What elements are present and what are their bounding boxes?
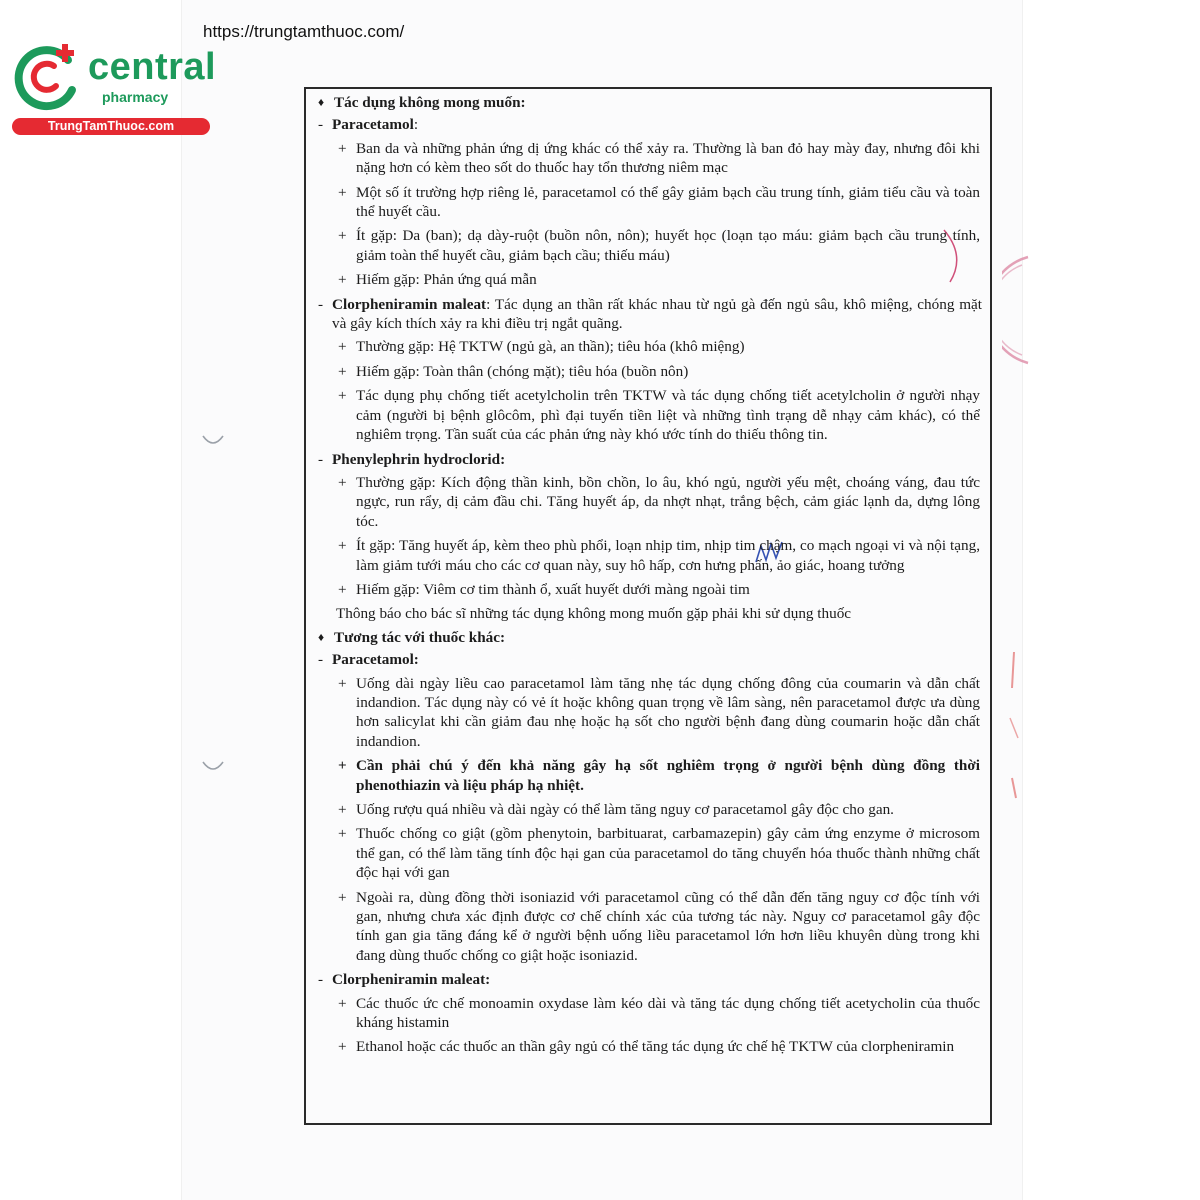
heading-adverse-effects: ♦ Tác dụng không mong muốn: [318, 93, 982, 112]
section-paracetamol: - Paracetamol: [318, 116, 419, 134]
heading-drug-interactions: ♦ Tương tác với thuốc khác: [318, 628, 982, 647]
list-item: + Thường gặp: Kích động thần kinh, bồn chồn, lo âu, khó ngủ, người yếu mệt, choáng váng, đau tức ngực, run rẩy, dị cảm đầu chi. Tăng huyết áp, da nhợt nhạt, trắng bệch, cảm giác lạnh da, dựng lông tóc. [338, 473, 980, 530]
red-stamp-icon [1002, 255, 1032, 365]
leaflet-content [304, 87, 992, 1125]
source-url: https://trungtamthuoc.com/ [203, 22, 405, 41]
section-clorpheniramin: - Clorpheniramin maleat: Tác dụng an thần rất khác nhau từ ngủ gà đến ngủ sâu, khô miệng, chóng mặt và gây kích thích xảy ra khi điều trị ngắt quãng. [318, 295, 982, 333]
section-phenylephrin: - Phenylephrin hydroclorid: [318, 450, 506, 468]
list-item: + Ít gặp: Tăng huyết áp, kèm theo phù phổi, loạn nhịp tim, nhịp tim chậm, co mạch ngoại vi và nội tạng, làm giảm tưới máu cho các cơ quan này, suy hô hấp, cơn hưng phấn, ảo giác, hoang tưởng [338, 537, 980, 574]
list-item: + Hiếm gặp: Viêm cơ tim thành ổ, xuất huyết dưới màng ngoài tim [338, 580, 750, 598]
doctor-notice: Thông báo cho bác sĩ những tác dụng không mong muốn gặp phải khi sử dụng thuốc [336, 605, 852, 623]
logo-subtitle: pharmacy [102, 89, 169, 105]
section-paracetamol-interactions: - Paracetamol: [318, 651, 419, 669]
list-item: + Ban da và những phản ứng dị ứng khác có thể xảy ra. Thường là ban đỏ hay mày đay, nhưng đôi khi nặng hơn có kèm theo sốt do thuốc hay tổn thương niêm mạc [338, 139, 980, 177]
section-clorpheniramin-interactions: - Clorpheniramin maleat: [318, 971, 491, 989]
list-item: + Một số ít trường hợp riêng lẻ, paracetamol có thể gây giảm bạch cầu trung tính, giảm tiểu cầu và toàn thể huyết cầu. [338, 183, 980, 221]
list-item: + Các thuốc ức chế monoamin oxydase làm kéo dài và tăng tác dụng chống tiết acetycholin của thuốc kháng histamin [338, 994, 980, 1032]
list-item: + Thuốc chống co giật (gồm phenytoin, barbituarat, carbamazepin) gây cảm ứng enzyme ở microsom thể gan, có thể làm tăng tính độc hại gan của paracetamol do tăng chuyển hóa thuốc thành những chất độc hại với gan [338, 825, 980, 882]
red-margin-mark-icon [1004, 648, 1026, 808]
list-item: + Ethanol hoặc các thuốc an thần gây ngủ có thể tăng tác dụng ức chế hệ TKTW của clorpheniramin [338, 1038, 955, 1056]
logo-wordmark: central [88, 46, 217, 88]
binder-hole-icon [199, 758, 227, 774]
binder-hole-icon [199, 432, 227, 448]
pharmacy-cross-icon [10, 38, 90, 118]
list-item: + Hiếm gặp: Phản ứng quá mẫn [338, 271, 537, 289]
list-item: + Uống rượu quá nhiều và dài ngày có thể làm tăng nguy cơ paracetamol gây độc cho gan. [338, 801, 894, 818]
list-item: + Hiếm gặp: Toàn thân (chóng mặt); tiêu hóa (buồn nôn) [338, 362, 689, 380]
list-item: + Ngoài ra, dùng đồng thời isoniazid với paracetamol cũng có thể dẫn đến tăng nguy cơ độc tính với gan, nhưng chưa xác định được cơ chế chính xác của tương tác này. Nguy cơ paracetamol gây độc tính gan gia tăng đáng kể ở người bệnh uống liều paracetamol lớn hơn liều khuyên dùng trong khi đang dùng thuốc chống co giật hoặc isoniazid. [338, 888, 980, 964]
central-pharmacy-logo [10, 38, 215, 138]
list-item: + Ít gặp: Da (ban); dạ dày-ruột (buồn nôn, nôn); huyết học (loạn tạo máu: giảm bạch cầu trung tính, giảm toàn thể huyết cầu, giảm bạch cầu; thiếu máu) [338, 227, 980, 264]
list-item: + Tác dụng phụ chống tiết acetylcholin trên TKTW và tác dụng chống tiết acetylcholin ở người nhạy cảm (người bị bệnh glôcôm, phì đại tuyến tiền liệt và những tình trạng dễ nhạy cảm khác), có thể nghiêm trọng. Tần suất của các phản ứng này khó ước tính do thiếu thông tin. [338, 387, 980, 444]
list-item: + Uống dài ngày liều cao paracetamol làm tăng nhẹ tác dụng chống đông của coumarin và dẫn chất indandion. Tác dụng này có vẻ ít hoặc không quan trọng về lâm sàng, nên paracetamol được ưa dùng hơn salicylat khi cần giảm đau nhẹ hoặc hạ sốt cho người bệnh đang dùng coumarin hoặc dẫn chất indandion. [338, 674, 980, 750]
logo-banner: TrungTamThuoc.com [12, 118, 210, 135]
list-item: + Thường gặp: Hệ TKTW (ngủ gà, an thần); tiêu hóa (khô miệng) [338, 338, 745, 356]
list-item-warning: + Cần phải chú ý đến khả năng gây hạ sốt nghiêm trọng ở người bệnh dùng đồng thời phenothiazin và liệu pháp hạ nhiệt. [338, 757, 980, 794]
